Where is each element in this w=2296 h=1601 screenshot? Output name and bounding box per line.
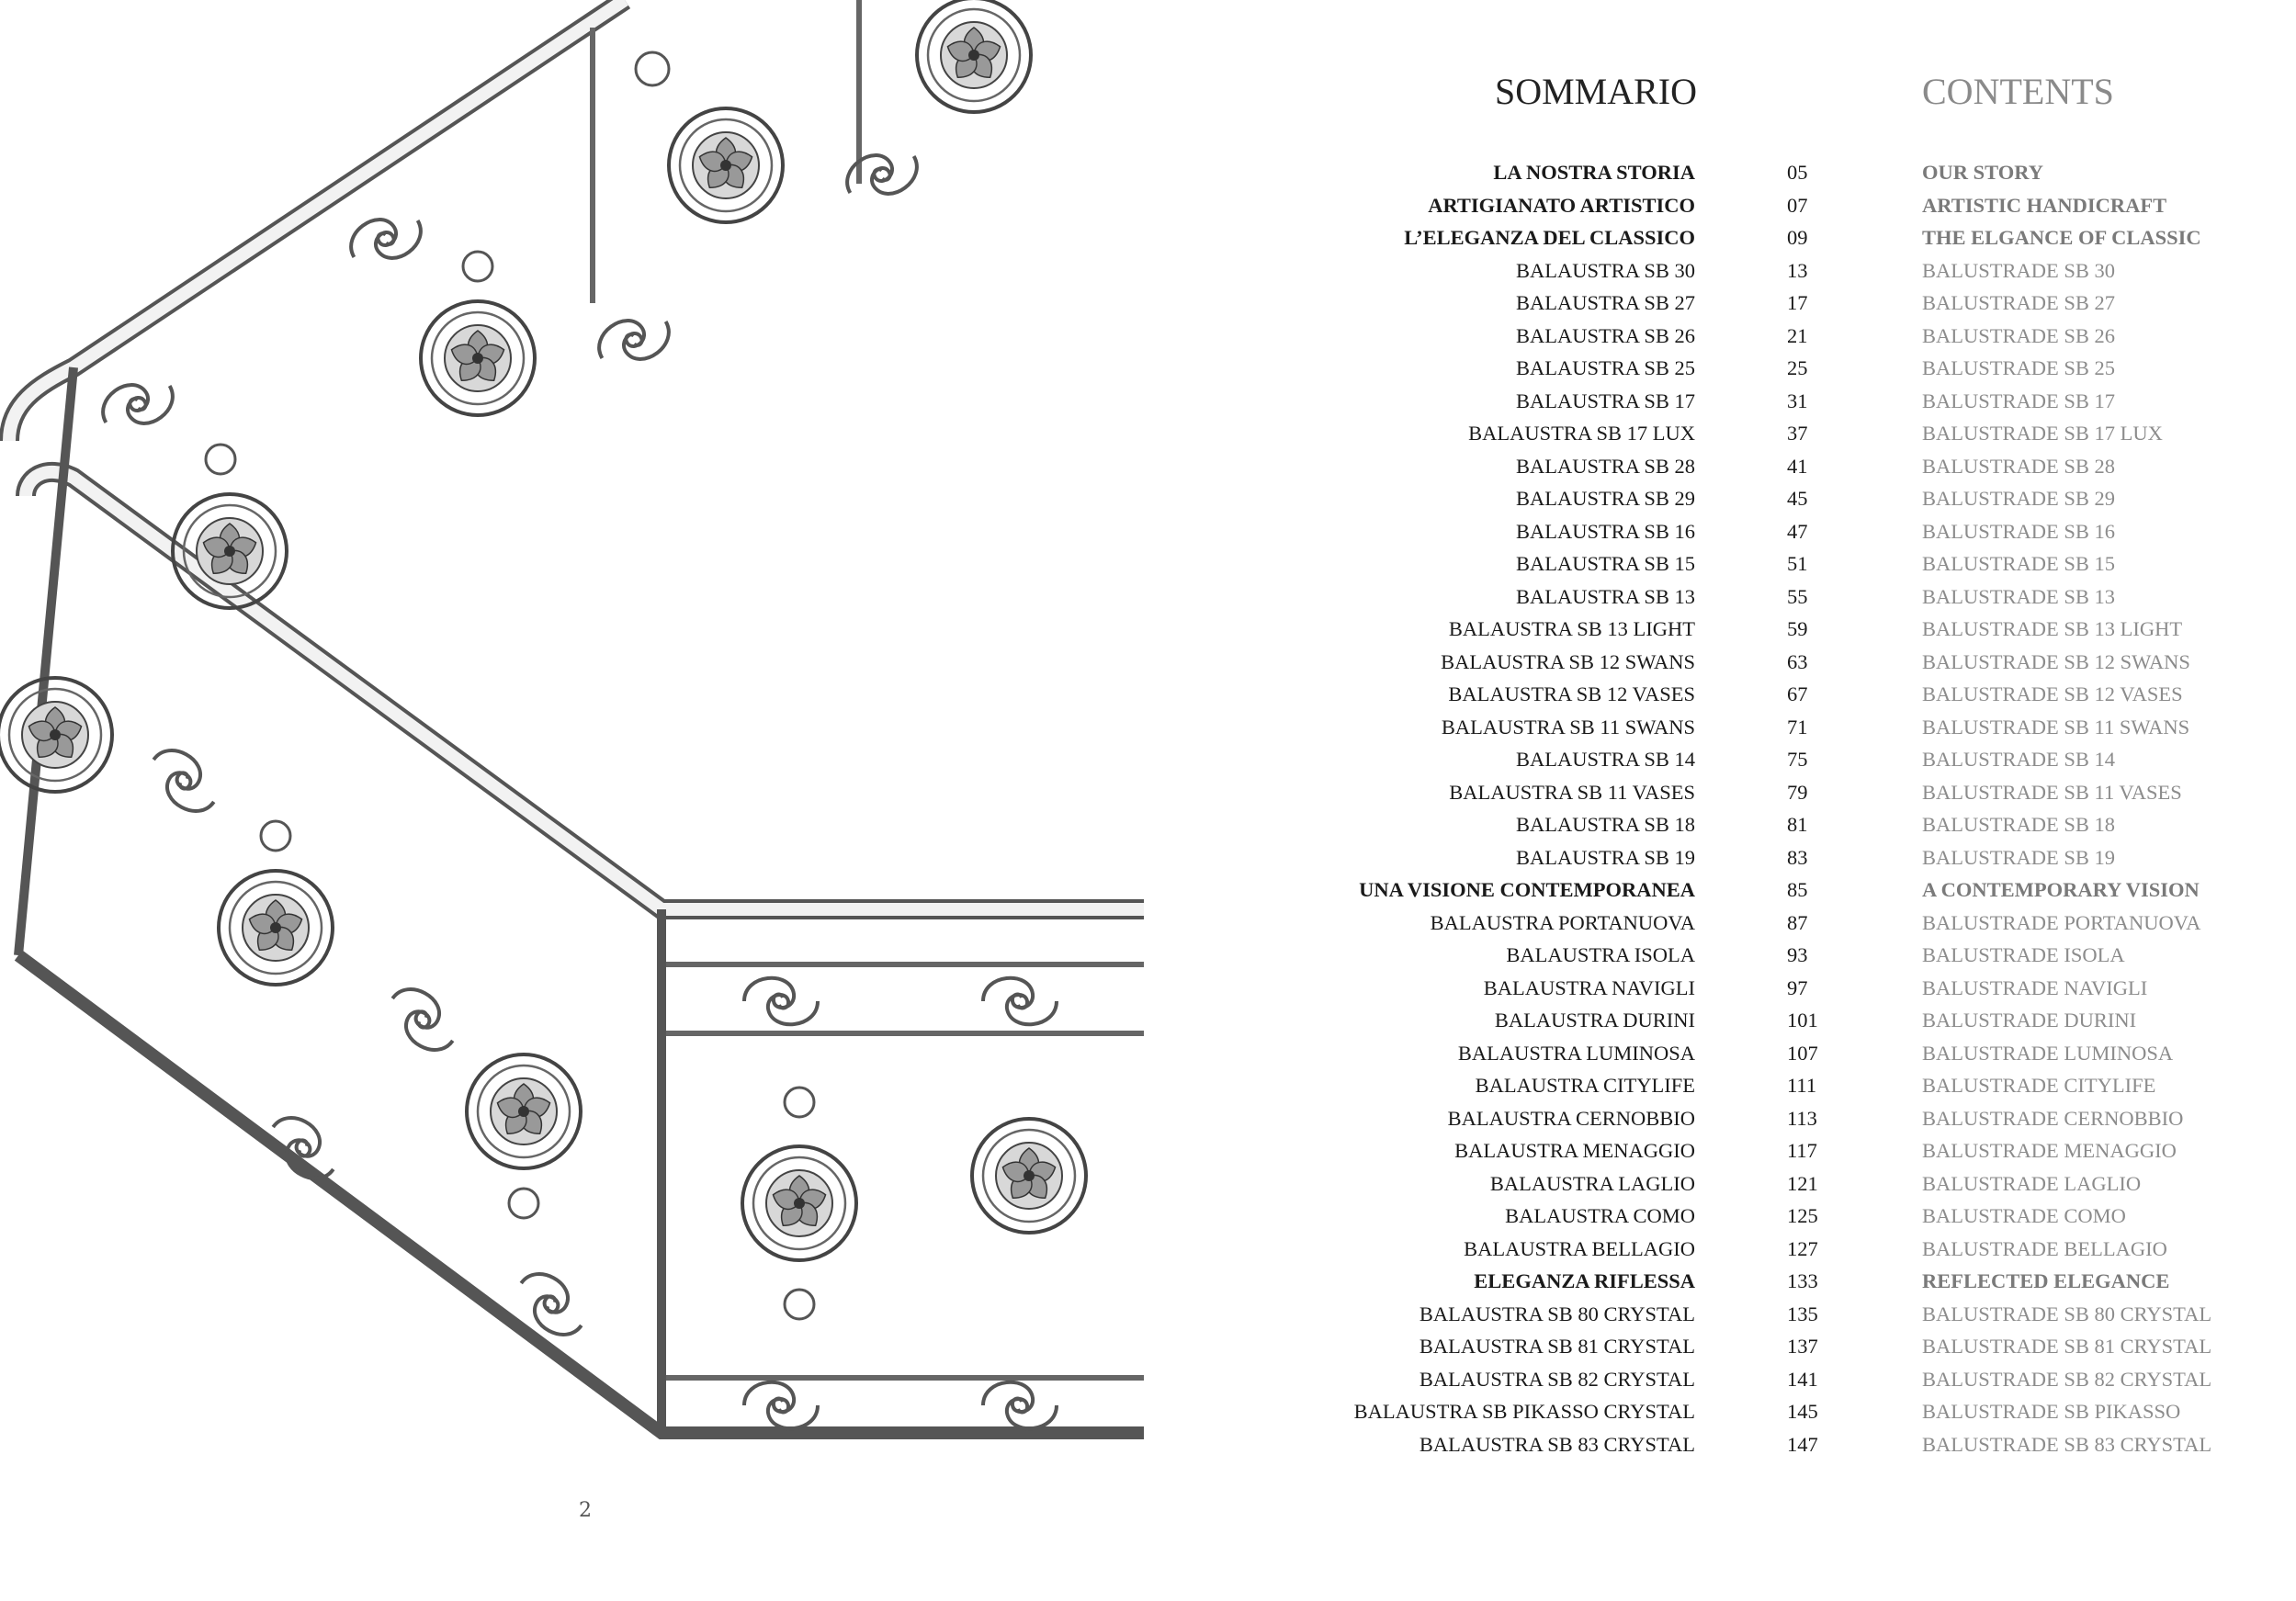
toc-italian-title: BALAUSTRA BELLAGIO xyxy=(1464,1236,1695,1260)
toc-italian-title: BALAUSTRA SB 13 LIGHT xyxy=(1448,617,1695,640)
balustrade-illustration xyxy=(0,0,1144,1511)
toc-english-title: BALUSTRADE SB 16 xyxy=(1922,519,2116,543)
toc-italian-title: BALAUSTRA SB 14 xyxy=(1515,748,1695,771)
toc-page-number: 145 xyxy=(1787,1400,1818,1423)
toc-page-number: 83 xyxy=(1787,845,1808,869)
toc-english-title: BALUSTRADE SB 12 VASES xyxy=(1922,682,2183,705)
toc-italian-title: BALAUSTRA NAVIGLI xyxy=(1483,975,1695,999)
toc-english-title: BALUSTRADE SB 80 CRYSTAL xyxy=(1922,1302,2212,1325)
toc-italian-title: LA NOSTRA STORIA xyxy=(1493,161,1695,184)
toc-row xyxy=(1286,547,2260,581)
heading-sommario: SOMMARIO xyxy=(1494,71,1697,112)
toc-row xyxy=(1286,156,2260,189)
toc-italian-title: BALAUSTRA SB 18 xyxy=(1515,813,1695,836)
toc-english-title: BALUSTRADE PORTANUOVA xyxy=(1922,910,2201,934)
toc-italian-title: BALAUSTRA SB 15 xyxy=(1515,552,1695,575)
toc-english-title: BALUSTRADE SB 28 xyxy=(1922,454,2116,478)
toc-english-title: BALUSTRADE DURINI xyxy=(1922,1009,2137,1032)
toc-page-number: 05 xyxy=(1787,161,1808,184)
toc-italian-title: BALAUSTRA SB 25 xyxy=(1515,356,1695,379)
toc-english-title: BALUSTRADE CITYLIFE xyxy=(1922,1074,2156,1097)
toc-italian-title: BALAUSTRA MENAGGIO xyxy=(1454,1139,1695,1162)
toc-english-title: BALUSTRADE SB 13 xyxy=(1922,584,2116,608)
toc-italian-title: BALAUSTRA SB 16 xyxy=(1515,519,1695,543)
toc-page-number: 137 xyxy=(1787,1335,1818,1358)
toc-italian-title: BALAUSTRA SB 81 CRYSTAL xyxy=(1419,1335,1695,1358)
toc-row xyxy=(1286,1363,2260,1396)
toc-english-title: BALUSTRADE SB 19 xyxy=(1922,845,2116,869)
toc-italian-title: BALAUSTRA SB 29 xyxy=(1515,487,1695,510)
toc-row xyxy=(1286,320,2260,353)
toc-italian-title: BALAUSTRA SB 11 VASES xyxy=(1449,780,1695,804)
toc-italian-title: BALAUSTRA SB 27 xyxy=(1515,291,1695,314)
toc-italian-title: BALAUSTRA SB 30 xyxy=(1515,258,1695,282)
toc-page-number: 111 xyxy=(1787,1074,1817,1097)
toc-italian-title: BALAUSTRA PORTANUOVA xyxy=(1430,910,1695,934)
toc-english-title: BALUSTRADE ISOLA xyxy=(1922,943,2125,966)
toc-row xyxy=(1286,1102,2260,1135)
toc-row xyxy=(1286,874,2260,907)
toc-row xyxy=(1286,254,2260,288)
toc-row xyxy=(1286,1265,2260,1298)
toc-row xyxy=(1286,743,2260,776)
toc-italian-title: BALAUSTRA CITYLIFE xyxy=(1475,1074,1695,1097)
toc-row xyxy=(1286,678,2260,711)
toc-english-title: BALUSTRADE SB 30 xyxy=(1922,258,2116,282)
toc-italian-title: BALAUSTRA ISOLA xyxy=(1506,943,1695,966)
toc-page-number: 25 xyxy=(1787,356,1808,379)
toc-italian-title: BALAUSTRA SB 17 xyxy=(1515,389,1695,412)
toc-row xyxy=(1286,1428,2260,1461)
toc-row xyxy=(1286,221,2260,254)
toc-english-title: BALUSTRADE SB 13 LIGHT xyxy=(1922,617,2183,640)
toc-row xyxy=(1286,1167,2260,1201)
toc-row xyxy=(1286,385,2260,418)
toc-row xyxy=(1286,939,2260,972)
toc-english-title: BALUSTRADE SB 14 xyxy=(1922,748,2116,771)
toc-page-number: 133 xyxy=(1787,1269,1818,1292)
toc-italian-title: BALAUSTRA SB 17 LUX xyxy=(1468,422,1695,445)
table-of-contents xyxy=(1286,156,2260,1460)
toc-row xyxy=(1286,1069,2260,1102)
toc-english-title: BALUSTRADE SB 17 LUX xyxy=(1922,422,2163,445)
toc-english-title: BALUSTRADE MENAGGIO xyxy=(1922,1139,2177,1162)
toc-page-number: 107 xyxy=(1787,1041,1818,1065)
toc-english-title: BALUSTRADE COMO xyxy=(1922,1204,2126,1227)
toc-row xyxy=(1286,1298,2260,1331)
toc-page-number: 51 xyxy=(1787,552,1808,575)
toc-english-title: BALUSTRADE SB 81 CRYSTAL xyxy=(1922,1335,2212,1358)
toc-italian-title: BALAUSTRA SB 28 xyxy=(1515,454,1695,478)
toc-row xyxy=(1286,482,2260,515)
toc-page-number: 47 xyxy=(1787,519,1808,543)
toc-page-number: 85 xyxy=(1787,878,1808,901)
toc-english-title: BALUSTRADE BELLAGIO xyxy=(1922,1236,2167,1260)
toc-italian-title: BALAUSTRA SB 80 CRYSTAL xyxy=(1419,1302,1695,1325)
toc-english-title: BALUSTRADE LUMINOSA xyxy=(1922,1041,2174,1065)
toc-english-title: BALUSTRADE SB PIKASSO xyxy=(1922,1400,2181,1423)
toc-row xyxy=(1286,1330,2260,1363)
toc-italian-title: BALAUSTRA SB PIKASSO CRYSTAL xyxy=(1353,1400,1695,1423)
toc-page-number: 127 xyxy=(1787,1236,1818,1260)
toc-english-title: BALUSTRADE SB 25 xyxy=(1922,356,2116,379)
toc-page-number: 55 xyxy=(1787,584,1808,608)
toc-italian-title: BALAUSTRA SB 19 xyxy=(1515,845,1695,869)
toc-page-number: 13 xyxy=(1787,258,1808,282)
toc-row xyxy=(1286,1200,2260,1233)
toc-page-number: 41 xyxy=(1787,454,1808,478)
toc-page-number: 67 xyxy=(1787,682,1808,705)
toc-english-title: BALUSTRADE SB 15 xyxy=(1922,552,2116,575)
toc-page-number: 79 xyxy=(1787,780,1808,804)
toc-row xyxy=(1286,1037,2260,1070)
toc-italian-title: BALAUSTRA DURINI xyxy=(1494,1009,1695,1032)
toc-page-number: 101 xyxy=(1787,1009,1818,1032)
toc-row xyxy=(1286,1004,2260,1037)
toc-page-number: 125 xyxy=(1787,1204,1818,1227)
toc-page-number: 141 xyxy=(1787,1367,1818,1391)
toc-english-title: BALUSTRADE SB 83 CRYSTAL xyxy=(1922,1432,2212,1456)
toc-row xyxy=(1286,841,2260,874)
toc-english-title: BALUSTRADE SB 11 VASES xyxy=(1922,780,2182,804)
toc-page-number: 31 xyxy=(1787,389,1808,412)
toc-row xyxy=(1286,189,2260,222)
toc-italian-title: BALAUSTRA SB 26 xyxy=(1515,323,1695,347)
toc-row xyxy=(1286,646,2260,679)
toc-page-number: 59 xyxy=(1787,617,1808,640)
toc-row xyxy=(1286,515,2260,548)
toc-english-title: BALUSTRADE LAGLIO xyxy=(1922,1171,2142,1195)
toc-english-title: REFLECTED ELEGANCE xyxy=(1922,1269,2170,1292)
toc-italian-title: L’ELEGANZA DEL CLASSICO xyxy=(1404,226,1695,249)
toc-row xyxy=(1286,1233,2260,1266)
toc-italian-title: BALAUSTRA LUMINOSA xyxy=(1457,1041,1695,1065)
toc-english-title: BALUSTRADE SB 17 xyxy=(1922,389,2116,412)
toc-italian-title: ARTIGIANATO ARTISTICO xyxy=(1428,193,1695,217)
toc-english-title: BALUSTRADE SB 82 CRYSTAL xyxy=(1922,1367,2212,1391)
toc-english-title: THE ELGANCE OF CLASSIC xyxy=(1922,226,2201,249)
toc-page-number: 21 xyxy=(1787,323,1808,347)
toc-italian-title: BALAUSTRA LAGLIO xyxy=(1489,1171,1695,1195)
toc-english-title: BALUSTRADE SB 18 xyxy=(1922,813,2116,836)
toc-english-title: BALUSTRADE NAVIGLI xyxy=(1922,975,2148,999)
toc-row xyxy=(1286,352,2260,385)
toc-page-number: 147 xyxy=(1787,1432,1818,1456)
toc-page-number: 93 xyxy=(1787,943,1808,966)
toc-page-number: 63 xyxy=(1787,649,1808,673)
toc-page-number: 97 xyxy=(1787,975,1808,999)
toc-row xyxy=(1286,450,2260,483)
toc-row xyxy=(1286,711,2260,744)
toc-english-title: BALUSTRADE CERNOBBIO xyxy=(1922,1106,2184,1130)
toc-page-number: 113 xyxy=(1787,1106,1817,1130)
heading-contents: CONTENTS xyxy=(1922,71,2114,112)
toc-english-title: ARTISTIC HANDICRAFT xyxy=(1922,193,2167,217)
toc-english-title: BALUSTRADE SB 27 xyxy=(1922,291,2116,314)
toc-english-title: A CONTEMPORARY VISION xyxy=(1922,878,2200,901)
toc-italian-title: ELEGANZA RIFLESSA xyxy=(1474,1269,1695,1292)
toc-italian-title: BALAUSTRA SB 11 SWANS xyxy=(1441,715,1695,738)
toc-row xyxy=(1286,581,2260,614)
toc-row xyxy=(1286,1134,2260,1167)
toc-english-title: OUR STORY xyxy=(1922,161,2043,184)
toc-english-title: BALUSTRADE SB 29 xyxy=(1922,487,2116,510)
toc-row xyxy=(1286,287,2260,320)
toc-english-title: BALUSTRADE SB 26 xyxy=(1922,323,2116,347)
toc-page-number: 121 xyxy=(1787,1171,1818,1195)
toc-page-number: 75 xyxy=(1787,748,1808,771)
toc-italian-title: UNA VISIONE CONTEMPORANEA xyxy=(1359,878,1695,901)
toc-english-title: BALUSTRADE SB 11 SWANS xyxy=(1922,715,2190,738)
toc-page-number: 71 xyxy=(1787,715,1808,738)
toc-row xyxy=(1286,417,2260,450)
toc-italian-title: BALAUSTRA SB 12 SWANS xyxy=(1441,649,1695,673)
toc-page-number: 09 xyxy=(1787,226,1808,249)
toc-page-number: 135 xyxy=(1787,1302,1818,1325)
toc-italian-title: BALAUSTRA SB 12 VASES xyxy=(1448,682,1695,705)
toc-row xyxy=(1286,907,2260,940)
toc-row xyxy=(1286,808,2260,841)
toc-italian-title: BALAUSTRA SB 13 xyxy=(1515,584,1695,608)
toc-italian-title: BALAUSTRA COMO xyxy=(1505,1204,1695,1227)
toc-row xyxy=(1286,776,2260,809)
toc-italian-title: BALAUSTRA SB 82 CRYSTAL xyxy=(1419,1367,1695,1391)
toc-row xyxy=(1286,1395,2260,1428)
toc-page-number: 87 xyxy=(1787,910,1808,934)
toc-page-number: 45 xyxy=(1787,487,1808,510)
toc-page-number: 37 xyxy=(1787,422,1808,445)
toc-row xyxy=(1286,972,2260,1005)
toc-page-number: 17 xyxy=(1787,291,1808,314)
toc-english-title: BALUSTRADE SB 12 SWANS xyxy=(1922,649,2190,673)
toc-page-number: 81 xyxy=(1787,813,1808,836)
toc-italian-title: BALAUSTRA SB 83 CRYSTAL xyxy=(1419,1432,1695,1456)
toc-italian-title: BALAUSTRA CERNOBBIO xyxy=(1447,1106,1695,1130)
toc-row xyxy=(1286,613,2260,646)
toc-page-number: 117 xyxy=(1787,1139,1817,1162)
toc-page-number: 07 xyxy=(1787,193,1808,217)
page-number: 2 xyxy=(579,1499,592,1522)
